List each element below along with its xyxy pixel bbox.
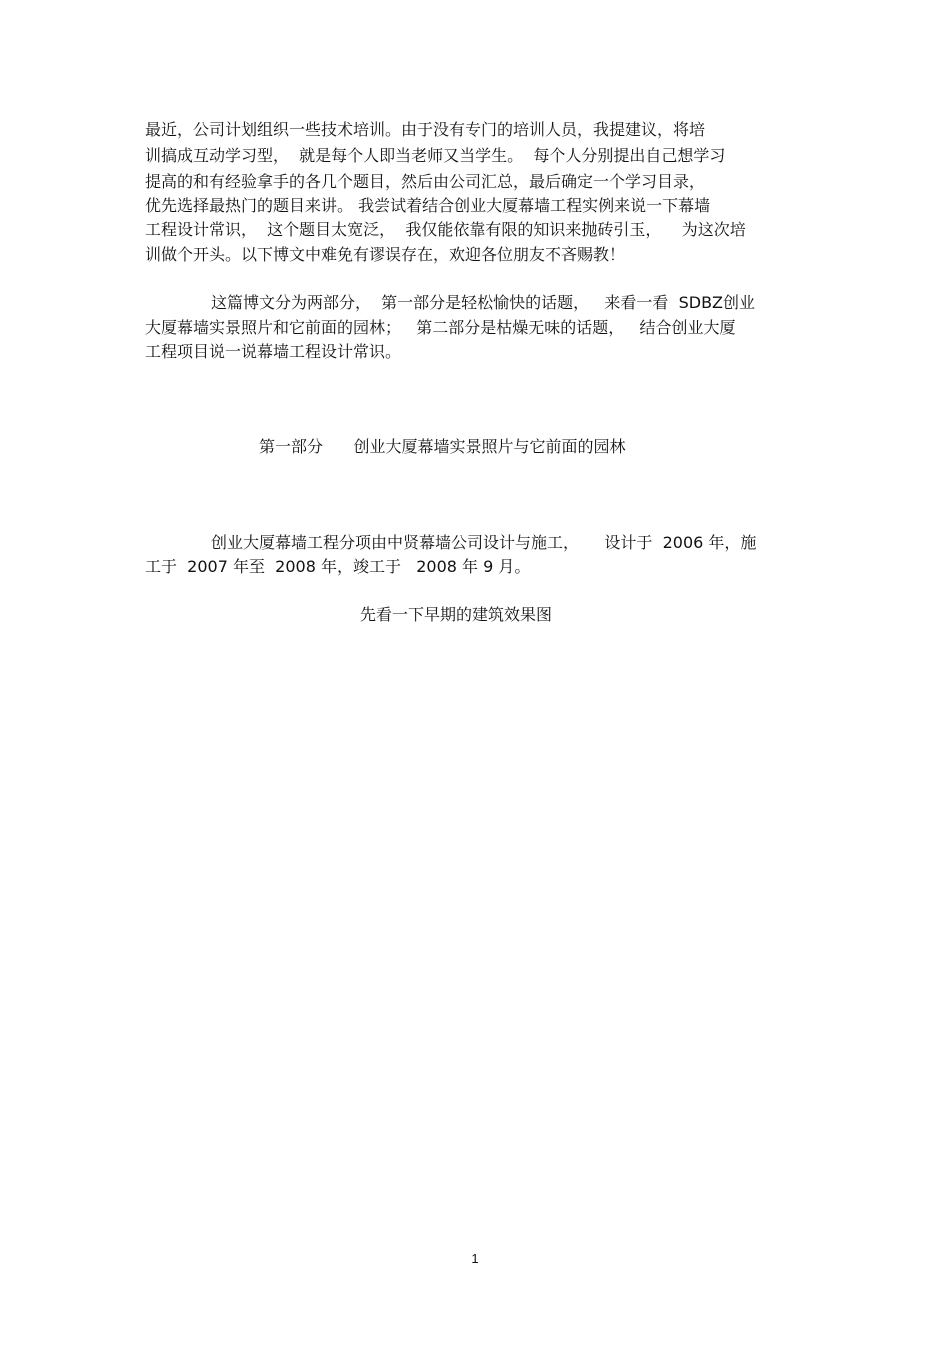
paragraph-1-line-6: 训做个开头。以下博文中难免有谬误存在，欢迎各位朋友不吝赐教！ bbox=[145, 245, 626, 264]
page-number: 1 bbox=[471, 1251, 479, 1266]
section-heading: 第一部分 创业大厦幕墙实景照片与它前面的园林 bbox=[259, 437, 626, 456]
paragraph-1-line-2: 训搞成互动学习型， 就是每个人即当老师又当学生。 每个人分别提出自己想学习 bbox=[145, 146, 726, 165]
paragraph-2-line-1: 这篇博文分为两部分， 第一部分是轻松愉快的话题， 来看一看 SDBZ创业 bbox=[211, 293, 756, 312]
paragraph-1-line-1: 最近，公司计划组织一些技术培训。由于没有专门的培训人员，我提建议，将培 bbox=[145, 120, 706, 139]
paragraph-1-line-3: 提高的和有经验拿手的各几个题目，然后由公司汇总，最后确定一个学习目录， bbox=[145, 172, 706, 191]
paragraph-3-line-2: 工于 2007 年至 2008 年，竣工于 2008 年 9 月。 bbox=[145, 557, 531, 576]
paragraph-1-line-4: 优先选择最热门的题目来讲。 我尝试着结合创业大厦幕墙工程实例来说一下幕墙 bbox=[145, 196, 711, 215]
paragraph-3-line-1: 创业大厦幕墙工程分项由中贤幕墙公司设计与施工， 设计于 2006 年，施 bbox=[211, 533, 757, 552]
paragraph-1-line-5: 工程设计常识， 这个题目太宽泛， 我仅能依靠有限的知识来抛砖引玉， 为这次培 bbox=[145, 220, 746, 239]
figure-caption: 先看一下早期的建筑效果图 bbox=[360, 605, 553, 624]
paragraph-2-line-2: 大厦幕墙实景照片和它前面的园林； 第二部分是枯燥无味的话题， 结合创业大厦 bbox=[145, 318, 736, 337]
paragraph-2-line-3: 工程项目说一说幕墙工程设计常识。 bbox=[145, 342, 402, 361]
